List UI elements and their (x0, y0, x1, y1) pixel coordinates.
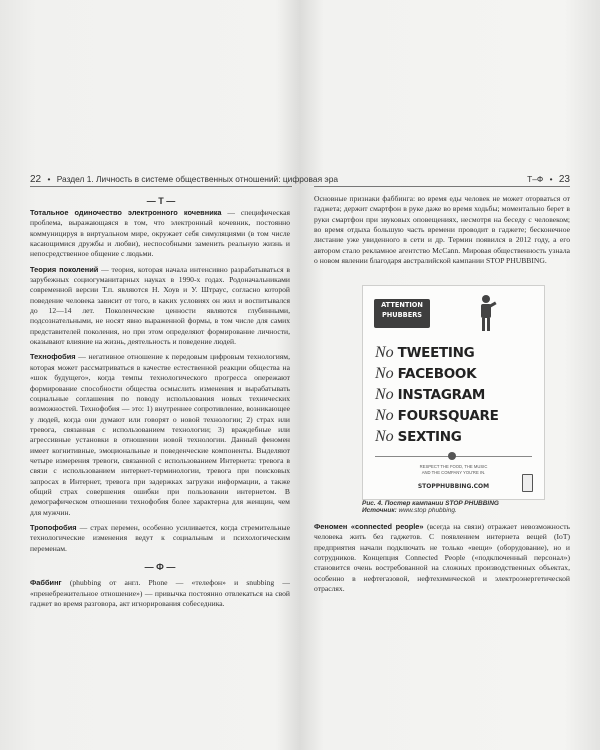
tagline-line: AND THE COMPANY YOU'RE IN. (421, 469, 486, 475)
caption-source (362, 507, 499, 514)
no-word: No (375, 428, 394, 445)
entry-phubbing (30, 578, 290, 609)
entry-electronic-nomad (30, 208, 290, 260)
poster-tagline (373, 464, 534, 475)
caption-title: Рис. 4. Постер кампании STOP PHUBBING (362, 500, 499, 507)
entry-term: Технофобия (30, 352, 76, 362)
no-item (375, 407, 499, 428)
entry-text: (всегда на связи) отражает невозможность человека жить без гаджетов. С появлением интернета вещей (IoT) предприятия начали подключать не только «вещи» (оборудование), но и сотрудников. Концепция Connected People («подключенный персонал») становится очень востребованной на сложных производственных объектах, особенно в нефтегазовой, нефтехимической и электроэнергетической отраслях. (314, 522, 571, 594)
left-column-text (30, 208, 290, 614)
no-item (375, 365, 499, 386)
entry-text: (phubbing от англ. Phone — «телефон» и snubbing — «пренебрежительное отношение») — привычка постоянно отвлекаться на свой гаджет во время разговора, акт игнорирования собеседника. (30, 578, 290, 609)
no-item-label: INSTAGRAM (397, 387, 485, 403)
no-item (375, 428, 499, 449)
right-section-title: Т–Ф (527, 174, 544, 184)
right-intro-text: Основные признаки фаббинга: во время еды человек не может оторваться от гаджета; держит смартфон в руке даже во время ходьбы; моментально берет в руки смартфон при звуковых оповещениях, несмотря на беседу с человеком; во время отдыха большую часть времени проводит в гаджете; бесконечное листание уже увиденного в сети и др. Термин появился в 2012 году, а его автором стало рекламное агентство McCann. Мировая общественность узнала о новом явлении благодаря австралийской кампании STOP PHUBBING. (314, 194, 570, 266)
poster-divider-dot-icon (448, 452, 456, 460)
figure-caption (362, 500, 499, 514)
attention-phubbers-banner (374, 299, 430, 328)
entry-connected-people (314, 522, 570, 594)
no-item-label: FACEBOOK (397, 366, 477, 382)
no-word: No (375, 386, 394, 403)
entry-text: — специфическая проблема, выражающаяся в том, что электронный кочевник, постоянно коммуницируя в виртуальном мире, окружает себя симуляциями (в том числе касающимися дружбы и любви), неспособными заменить реальную жизнь и непосредственное общение с людьми. (30, 208, 290, 259)
entry-term: Тропофобия (30, 522, 77, 532)
no-word: No (375, 344, 394, 361)
entry-text: — страх перемен, особенно усиливается, когда стремительные технологические изменения ведут к социальным и психологическим переменам. (30, 522, 290, 553)
left-section-title: Раздел 1. Личность в системе общественных отношений: цифровая эра (56, 174, 339, 184)
poster-site: STOPPHUBBING.COM (417, 483, 490, 490)
person-with-phone-icon (473, 294, 499, 332)
banner-line: PHUBBERS (381, 311, 423, 319)
left-running-head: 22 • Раздел 1. Личность в системе общественных отношений: цифровая эра (30, 174, 339, 185)
right-header-rule (314, 186, 570, 187)
caption-source-label: Источник: (362, 507, 397, 514)
no-item-label: SEXTING (397, 429, 462, 445)
no-word: No (375, 365, 394, 382)
no-item-label: TWEETING (397, 345, 475, 361)
entry-tropophobia (30, 523, 290, 554)
entry-text: — негативное отношение к передовым цифровым технологиям, которая может рассматриваться в качестве естественной реакции общества на «шок будущего», когда темпы технологического прогресса опережают формирование способности общества осмыслить изменения и вырабатывать социальные соглашения по поводу использования новых технических возможностей. Технофобия — это: 1) внутреннее сопротивление, возникающее у людей, когда они думают или говорят о новой технологии; 2) страх или тревога, связанная с использованием технологии; 3) враждебные или агрессивные установки в отношении новой технологии. Данный феномен имеет когнитивные, эмоциональные и поведенческие компоненты. Выделяют четыре измерения тревоги, связанной с использованием Интернета: тревога в связи с использованием интернет-терминологии, тревога при поисковых запросах в Интернет, тревога при задержках загрузки информации, а также общий страх совершения ошибки при пользовании интернетом. В демографическом отношении технофобия более характерна для женщин, чем для мужчин. (30, 352, 290, 517)
section-letter-t: — Т — (146, 196, 176, 206)
right-page-number: 23 (558, 174, 570, 185)
tagline-line: RESPECT THE FOOD, THE MUSIC (419, 464, 488, 469)
left-page-number: 22 (30, 174, 42, 185)
section-letter-f: — Ф — (144, 562, 176, 572)
right-page (300, 0, 600, 750)
entry-technophobia (30, 352, 290, 518)
entry-term: Теория поколений (30, 264, 99, 274)
entry-text: — теория, которая начала интенсивно разрабатываться в зарубежных социогуманитарных науках в 1990-х годах. Родоначальниками современной версии Т.п. являются Н. Хоув и У. Штраус, согласно которой поведение человека зависит от того, в каких условиях он жил и воспитывался до 12—14 лет. Поколенческие ценности являются глубинными, подсознательными, не носят явно выраженной формы, в том числе для самих представителей поколения, но при этом определяют формирование личности, оказывают влияние на жизнь, деятельность и поведение людей. (30, 264, 290, 347)
no-list (375, 344, 499, 449)
no-item (375, 386, 499, 407)
entry-term: Тотальное одиночество электронного кочевника (30, 208, 222, 217)
entry-generations-theory (30, 265, 290, 348)
right-running-head: Т–Ф • 23 (527, 174, 570, 185)
no-word: No (375, 407, 394, 424)
left-header-rule (30, 186, 292, 187)
stop-phubbing-poster (362, 285, 545, 500)
entry-term: Феномен «connected people» (314, 522, 424, 531)
entry-term: Фаббинг (30, 578, 62, 588)
phone-icon (522, 474, 533, 492)
no-item (375, 344, 499, 365)
caption-source-text: www.stop phubbing. (396, 507, 457, 514)
banner-line: ATTENTION (381, 301, 423, 309)
no-item-label: FOURSQUARE (397, 408, 499, 424)
